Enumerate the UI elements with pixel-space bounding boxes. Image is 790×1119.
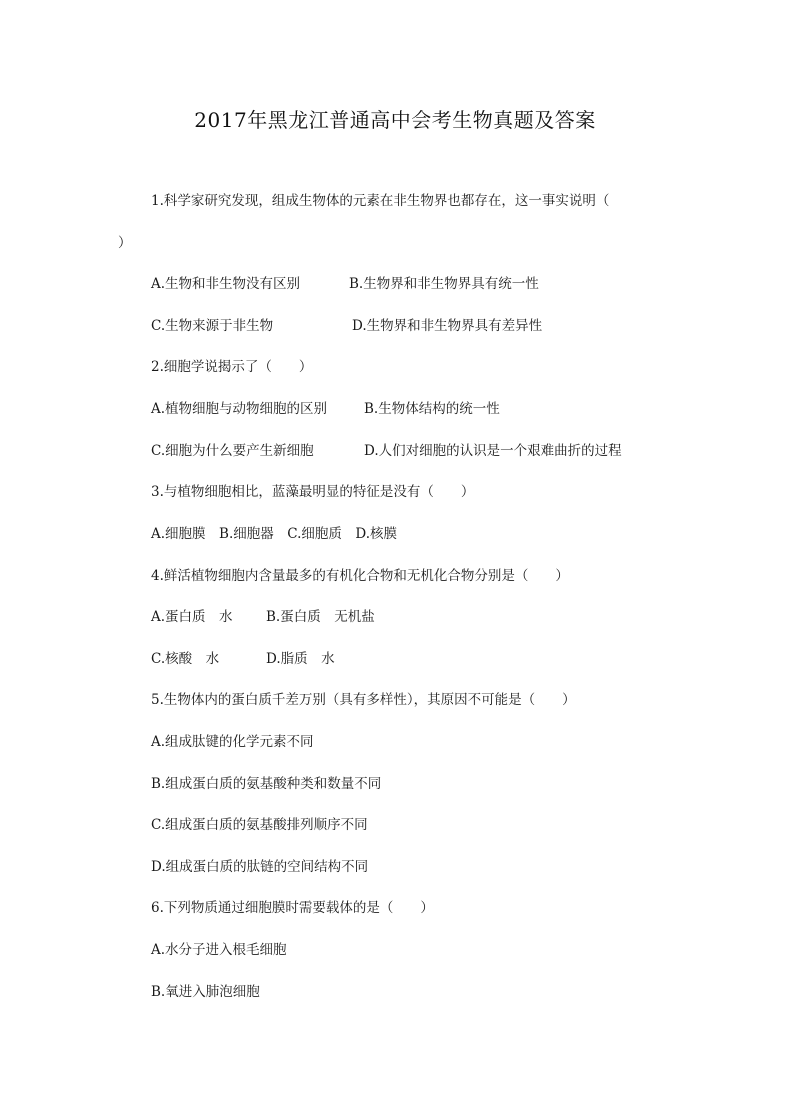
question-1-stem: 1.科学家研究发现，组成生物体的元素在非生物界也都存在，这一事实说明（ bbox=[151, 193, 610, 209]
question-5-option-c: C.组成蛋白质的氨基酸排列顺序不同 bbox=[151, 817, 368, 833]
question-1-option-d: D.生物界和非生物界具有差异性 bbox=[352, 318, 543, 334]
question-4-option-c: C.核酸 水 bbox=[151, 651, 220, 667]
document-title: 2017年黑龙江普通高中会考生物真题及答案 bbox=[194, 108, 596, 132]
question-2-option-b: B.生物体结构的统一性 bbox=[364, 401, 500, 417]
question-1-option-b: B.生物界和非生物界具有统一性 bbox=[349, 276, 539, 292]
question-4-option-d: D.脂质 水 bbox=[266, 651, 335, 667]
question-6-option-b: B.氧进入肺泡细胞 bbox=[151, 984, 260, 1000]
question-2-option-c: C.细胞为什么要产生新细胞 bbox=[151, 443, 314, 459]
question-3-stem: 3.与植物细胞相比，蓝藻最明显的特征是没有（ ） bbox=[151, 484, 475, 500]
question-1-stem-continued: ） bbox=[118, 235, 132, 251]
question-1-option-a: A.生物和非生物没有区别 bbox=[151, 276, 301, 292]
question-1-option-c: C.生物来源于非生物 bbox=[151, 318, 274, 334]
question-4-option-b: B.蛋白质 无机盐 bbox=[266, 609, 375, 625]
question-2-option-d: D.人们对细胞的认识是一个艰难曲折的过程 bbox=[364, 443, 622, 459]
question-2-option-a: A.植物细胞与动物细胞的区别 bbox=[151, 401, 328, 417]
question-4-option-a: A.蛋白质 水 bbox=[151, 609, 233, 625]
question-6-stem: 6.下列物质通过细胞膜时需要载体的是（ ） bbox=[151, 900, 434, 916]
question-2-stem: 2.细胞学说揭示了（ ） bbox=[151, 359, 313, 375]
question-5-option-d: D.组成蛋白质的肽链的空间结构不同 bbox=[151, 859, 369, 875]
question-5-option-a: A.组成肽键的化学元素不同 bbox=[151, 734, 314, 750]
question-5-option-b: B.组成蛋白质的氨基酸种类和数量不同 bbox=[151, 776, 382, 792]
question-5-stem: 5.生物体内的蛋白质千差万别（具有多样性），其原因不可能是（ ） bbox=[151, 692, 576, 708]
question-3-options: A.细胞膜 B.细胞器 C.细胞质 D.核膜 bbox=[151, 526, 398, 542]
question-4-stem: 4.鲜活植物细胞内含量最多的有机化合物和无机化合物分别是（ ） bbox=[151, 568, 569, 584]
question-6-option-a: A.水分子进入根毛细胞 bbox=[151, 942, 287, 958]
